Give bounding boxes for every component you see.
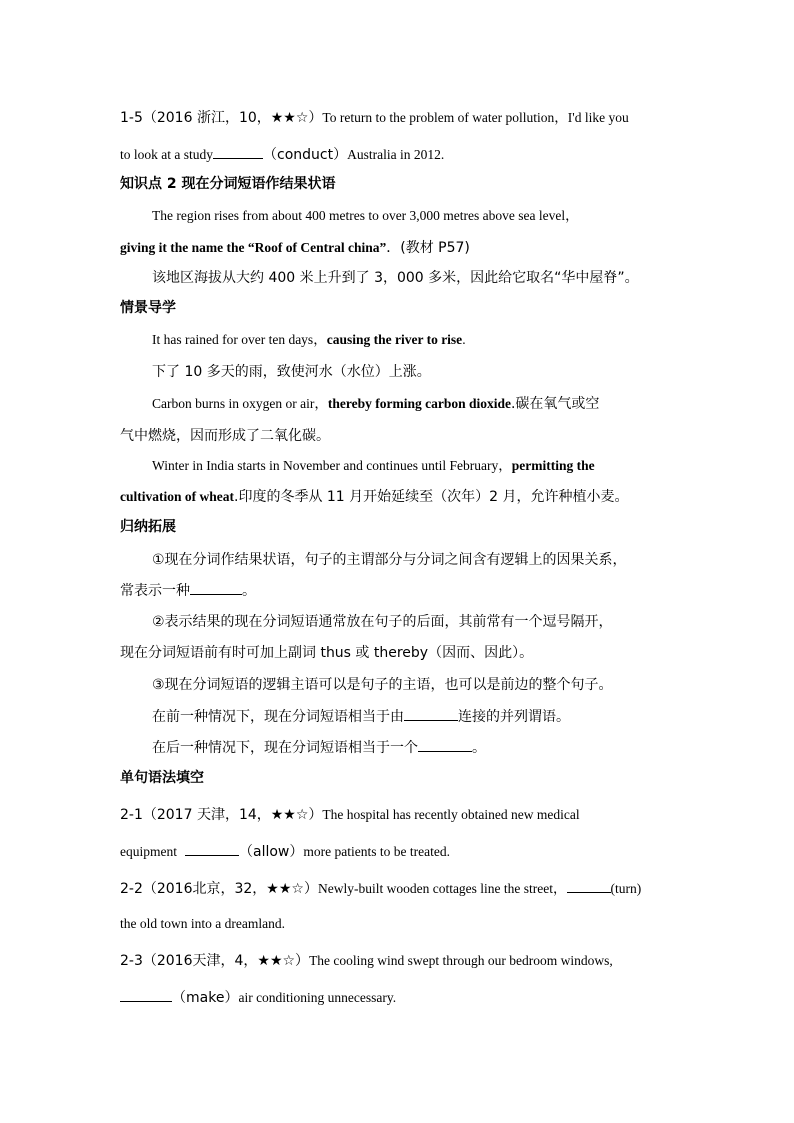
scenario-ex3-bold1: permitting the (511, 458, 595, 473)
textbook-translation: 该地区海拔从大约 400 米上升到了 3，000 多米，因此给它取名“华中屋脊”。 (152, 270, 639, 286)
summary-p4b: 连接的并列谓语。 (458, 709, 570, 725)
answer-blank[interactable] (190, 580, 242, 595)
summary-p5b: 。 (472, 740, 486, 756)
textbook-bold: giving it the name the “Roof of Central china” (120, 240, 387, 255)
exercise-1-5-text3: Australia in 2012. (347, 147, 445, 162)
summary-point-4 (152, 706, 570, 727)
exercise-2-2-line2: the old town into a dreamland. (120, 916, 285, 931)
exercise-2-2-line1 (120, 878, 641, 899)
section-heading-kp2: 知识点 2 现在分词短语作结果状语 (120, 176, 336, 192)
summary-p1c: 。 (242, 583, 256, 599)
scenario-example-3-line2 (120, 487, 629, 507)
summary-point-1-line2 (120, 580, 256, 601)
exercise-2-2-text: Newly-built wooden cottages line the street， (317, 881, 567, 896)
section-heading-exercises: 单句语法填空 (120, 770, 204, 786)
textbook-sentence-line2 (120, 238, 470, 258)
exercise-2-1-hint: （allow） (239, 844, 304, 860)
answer-blank[interactable] (185, 841, 239, 856)
exercise-1-5-line1 (120, 108, 629, 128)
exercise-1-5-line2 (120, 144, 444, 165)
summary-p4a: 在前一种情况下，现在分词短语相当于由 (152, 709, 404, 725)
scenario-ex3-zh: .印度的冬季从 11 月开始延续至（次年）2 月，允许种植小麦。 (234, 489, 629, 505)
scenario-ex1-plain: It has rained for over ten days， (152, 332, 327, 347)
answer-blank[interactable] (404, 706, 458, 721)
summary-point-2-line2: 现在分词短语前有时可加上副词 thus 或 thereby（因而、因此）。 (120, 645, 534, 661)
exercise-2-2-prefix: 2-2（2016北京，32，★★☆） (120, 881, 318, 897)
scenario-ex2-plain: Carbon burns in oxygen or air， (152, 396, 328, 411)
textbook-sentence-line1: The region rises from about 400 metres to over 3,000 metres above sea level， (152, 208, 579, 223)
scenario-example-3 (152, 456, 595, 476)
exercise-1-5-prefix: 1-5（2016 浙江，10，★★☆） (120, 110, 323, 126)
exercise-2-1-line1 (120, 805, 580, 825)
exercise-2-3-line2 (120, 987, 396, 1008)
summary-p5a: 在后一种情况下，现在分词短语相当于一个 (152, 740, 418, 756)
scenario-ex2-zh1: .碳在氧气或空 (510, 396, 600, 412)
summary-p1b: 常表示一种 (120, 583, 190, 599)
exercise-2-2-hint: (turn) (610, 881, 642, 896)
scenario-example-1 (152, 330, 466, 350)
scenario-ex2-bold: thereby forming carbon dioxide (327, 396, 511, 411)
exercise-1-5-text2: to look at a study (120, 147, 213, 162)
scenario-example-2-translation: 气中燃烧，因而形成了二氧化碳。 (120, 428, 330, 444)
exercise-2-3-text: The cooling wind swept through our bedroom windows, (309, 953, 613, 968)
scenario-ex3-plain: Winter in India starts in November and continues until February， (152, 458, 512, 473)
exercise-2-3-prefix: 2-3（2016天津，4，★★☆） (120, 953, 310, 969)
answer-blank[interactable] (120, 987, 172, 1002)
section-heading-scenario: 情景导学 (120, 300, 176, 316)
answer-blank[interactable] (567, 878, 611, 893)
summary-point-5 (152, 737, 486, 758)
exercise-2-1-prefix: 2-1（2017 天津，14，★★☆） (120, 807, 323, 823)
scenario-ex3-bold2: cultivation of wheat (120, 489, 234, 504)
exercise-2-3-text2: air conditioning unnecessary. (238, 990, 397, 1005)
exercise-1-5-text: To return to the problem of water pollution，I'd like you (322, 110, 629, 125)
section-heading-summary: 归纳拓展 (120, 519, 176, 535)
summary-point-3: ③现在分词短语的逻辑主语可以是句子的主语，也可以是前边的整个句子。 (152, 677, 613, 693)
scenario-ex1-end: . (462, 332, 466, 347)
exercise-2-3-hint: （make） (172, 990, 239, 1006)
answer-blank[interactable] (418, 737, 472, 752)
exercise-2-1-text: The hospital has recently obtained new medical (322, 807, 580, 822)
exercise-2-1-line2 (120, 841, 450, 862)
exercise-2-1-text2: equipment (120, 844, 177, 859)
scenario-example-1-translation: 下了 10 多天的雨，致使河水（水位）上涨。 (152, 364, 431, 380)
exercise-2-1-text3: more patients to be treated. (303, 844, 450, 859)
textbook-source: ．(教材 P57) (386, 240, 470, 256)
answer-blank[interactable] (213, 144, 263, 159)
summary-point-1: ①现在分词作结果状语，句子的主谓部分与分词之间含有逻辑上的因果关系， (152, 552, 627, 568)
exercise-1-5-hint: （conduct） (263, 147, 348, 163)
scenario-example-2 (152, 394, 599, 414)
scenario-ex1-bold: causing the river to rise (326, 332, 463, 347)
summary-point-2: ②表示结果的现在分词短语通常放在句子的后面，其前常有一个逗号隔开， (152, 614, 613, 630)
exercise-2-3-line1 (120, 951, 613, 971)
